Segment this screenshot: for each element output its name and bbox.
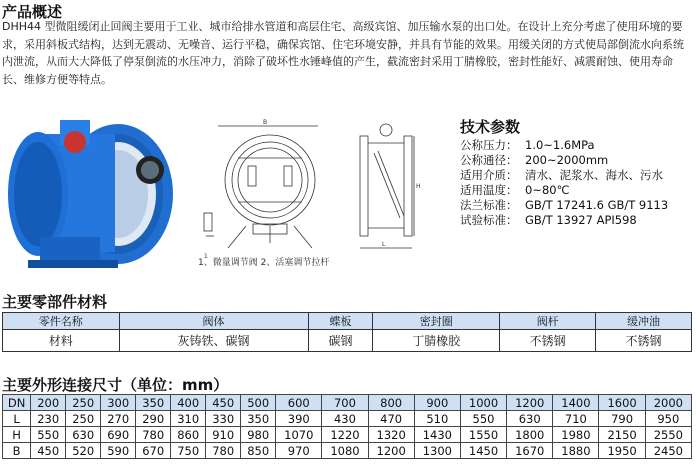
overview-text: DHH44 型微阻缓闭止回阀主要用于工业、城市给排水管道和高层住宅、高级宾馆、加压输水泵的出口处。在设计上充分考虑了使用环境的要求，采用斜板式结构，达到无震动、无噪音、运行平稳，确保宾馆、住宅环境安静，并具有节能的效果。用缓关闭的方式使局部倒流水向系统内泄流，从而大大降低了停泵倒流的水压冲力，消除了破坏性水锤峰值的产生，截流密封采用丁腈橡胶，密封性能好、减震耐蚀、使用寿命长、维修方便等特点。	[2, 20, 684, 86]
table-cell: 250	[66, 395, 101, 411]
table-cell: 630	[66, 427, 101, 443]
table-cell: 1200	[368, 443, 414, 459]
table-cell: 520	[66, 443, 101, 459]
table-cell: 430	[322, 411, 368, 427]
drawing-caption: 1、微量调节阀 2、活塞调节拉杆	[198, 258, 330, 268]
table-cell: 1200	[507, 395, 553, 411]
table-cell: 270	[101, 411, 136, 427]
table-row	[3, 443, 692, 459]
table-cell: 470	[368, 411, 414, 427]
table-cell: 1600	[599, 395, 645, 411]
table-cell: H	[3, 427, 31, 443]
table-cell: 灰铸铁、碳钢	[119, 330, 308, 352]
table-cell: 750	[171, 443, 206, 459]
table-cell: 630	[507, 411, 553, 427]
table-row	[3, 330, 692, 352]
table-cell: 450	[31, 443, 66, 459]
dim-label-h: H	[416, 183, 421, 190]
table-cell: 600	[276, 395, 322, 411]
table-cell: B	[3, 443, 31, 459]
parts-title: 主要零部件材料	[2, 293, 108, 311]
table-cell: 1550	[460, 427, 506, 443]
table-row	[3, 395, 692, 411]
table-cell: 1450	[460, 443, 506, 459]
table-cell: 不锈钢	[596, 330, 692, 352]
table-cell: 密封圈	[373, 313, 500, 330]
spec-row: 公称压力： 1.0~1.6MPa	[460, 138, 595, 152]
table-cell: 2450	[645, 443, 691, 459]
table-cell: 330	[206, 411, 241, 427]
table-cell: 200	[31, 395, 66, 411]
valve-photo	[0, 112, 175, 272]
table-cell: 710	[553, 411, 599, 427]
table-cell: 850	[241, 443, 276, 459]
table-cell: 2550	[645, 427, 691, 443]
table-cell: 550	[460, 411, 506, 427]
table-cell: 300	[101, 395, 136, 411]
table-cell: 690	[101, 427, 136, 443]
specs-title: 技术参数	[460, 118, 521, 136]
table-row	[3, 411, 692, 427]
table-cell: 400	[171, 395, 206, 411]
table-cell: 910	[206, 427, 241, 443]
table-cell: 350	[241, 411, 276, 427]
table-cell: 900	[414, 395, 460, 411]
table-cell: 670	[136, 443, 171, 459]
table-cell: 1080	[322, 443, 368, 459]
table-cell: 1220	[322, 427, 368, 443]
table-cell: 2000	[645, 395, 691, 411]
dims-title: 主要外形连接尺寸（单位：mm）	[2, 376, 229, 394]
table-cell: 390	[276, 411, 322, 427]
table-cell: 1950	[599, 443, 645, 459]
table-cell: 780	[206, 443, 241, 459]
table-cell: 1880	[553, 443, 599, 459]
parts-table	[2, 312, 692, 352]
table-cell: 1000	[460, 395, 506, 411]
part-label-1: 1	[204, 253, 208, 260]
table-cell: 550	[31, 427, 66, 443]
table-cell: 950	[645, 411, 691, 427]
spec-row: 法兰标准： GB/T 17241.6 GB/T 9113	[460, 198, 669, 212]
table-cell: 碳钢	[308, 330, 373, 352]
table-cell: 1300	[414, 443, 460, 459]
spec-row: 适用温度： 0~80℃	[460, 183, 570, 197]
table-cell: 2150	[599, 427, 645, 443]
spec-row: 公称通径： 200~2000mm	[460, 153, 609, 167]
table-cell: 290	[136, 411, 171, 427]
table-cell: 蝶板	[308, 313, 373, 330]
table-cell: 1670	[507, 443, 553, 459]
overview-title: 产品概述	[2, 3, 63, 21]
table-cell: 缓冲油	[596, 313, 692, 330]
table-cell: 1980	[553, 427, 599, 443]
dim-label-l: L	[382, 241, 386, 248]
dims-table	[2, 394, 692, 459]
table-cell: 790	[599, 411, 645, 427]
spec-row: 适用介质： 清水、泥浆水、海水、污水	[460, 168, 663, 182]
front-view-drawing	[198, 118, 350, 276]
table-cell: 1070	[276, 427, 322, 443]
table-cell: 590	[101, 443, 136, 459]
table-cell: 230	[31, 411, 66, 427]
table-cell: 310	[171, 411, 206, 427]
table-cell: 970	[276, 443, 322, 459]
table-cell: 250	[66, 411, 101, 427]
table-cell: 780	[136, 427, 171, 443]
table-cell: 350	[136, 395, 171, 411]
table-cell: 不锈钢	[500, 330, 596, 352]
table-cell: 500	[241, 395, 276, 411]
table-cell: L	[3, 411, 31, 427]
table-row	[3, 427, 692, 443]
table-row	[3, 313, 692, 330]
table-cell: 980	[241, 427, 276, 443]
table-cell: 450	[206, 395, 241, 411]
table-cell: 丁腈橡胶	[373, 330, 500, 352]
side-view-drawing	[352, 118, 434, 258]
spec-row: 试验标准： GB/T 13927 API598	[460, 213, 637, 227]
table-cell: 1800	[507, 427, 553, 443]
table-cell: 510	[414, 411, 460, 427]
table-cell: 1430	[414, 427, 460, 443]
table-cell: 1320	[368, 427, 414, 443]
table-cell: 零件名称	[3, 313, 120, 330]
table-cell: 阀体	[119, 313, 308, 330]
table-cell: 材料	[3, 330, 120, 352]
table-cell: 860	[171, 427, 206, 443]
table-cell: 800	[368, 395, 414, 411]
table-cell: DN	[3, 395, 31, 411]
table-cell: 阀杆	[500, 313, 596, 330]
table-cell: 700	[322, 395, 368, 411]
dim-label-b: B	[263, 119, 268, 126]
table-cell: 1400	[553, 395, 599, 411]
